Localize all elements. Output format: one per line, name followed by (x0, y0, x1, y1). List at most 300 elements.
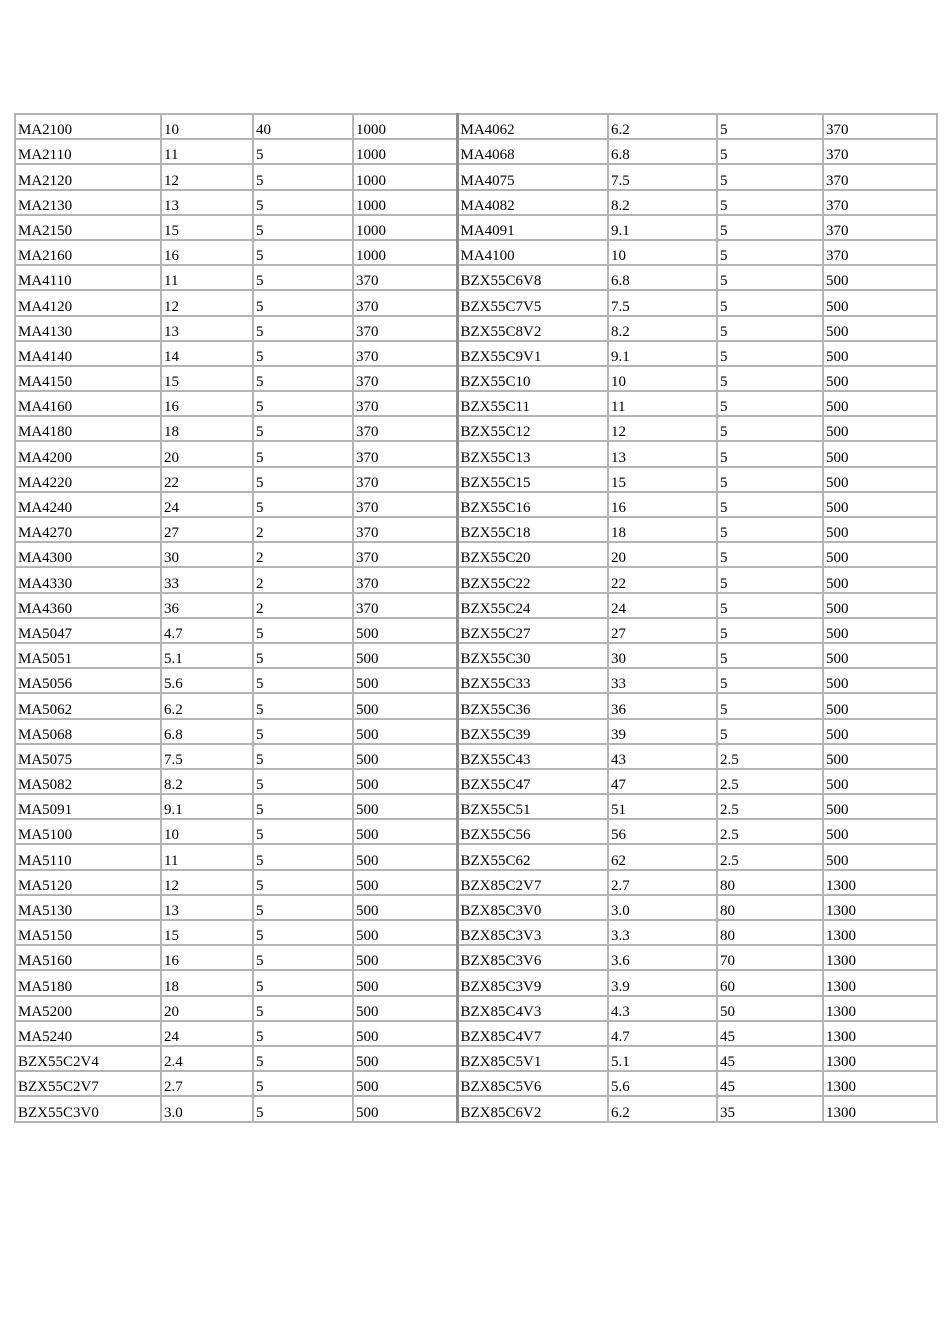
table-row (15, 895, 937, 920)
part-number-cell: MA5082 (15, 769, 161, 794)
part-number-cell: BZX55C39 (457, 719, 608, 744)
value-cell: 5 (717, 366, 823, 391)
table-body (15, 114, 937, 1122)
value-cell: 370 (353, 265, 457, 290)
value-cell: 5 (717, 719, 823, 744)
value-cell: 5 (717, 492, 823, 517)
part-number-cell: MA5056 (15, 668, 161, 693)
value-cell: 7.5 (608, 290, 717, 315)
value-cell: 370 (353, 366, 457, 391)
part-number-cell: MA4150 (15, 366, 161, 391)
table-row (15, 1071, 937, 1096)
value-cell: 500 (353, 844, 457, 869)
table-row (15, 668, 937, 693)
value-cell: 500 (353, 693, 457, 718)
value-cell: 500 (823, 668, 937, 693)
value-cell: 5 (253, 265, 353, 290)
table-row (15, 139, 937, 164)
value-cell: 5 (253, 391, 353, 416)
table-row (15, 542, 937, 567)
part-number-cell: BZX55C3V0 (15, 1096, 161, 1121)
value-cell: 45 (717, 1046, 823, 1071)
value-cell: 3.0 (608, 895, 717, 920)
part-number-cell: BZX85C3V9 (457, 970, 608, 995)
value-cell: 500 (823, 517, 937, 542)
value-cell: 10 (161, 114, 253, 139)
value-cell: 370 (353, 341, 457, 366)
value-cell: 5 (253, 819, 353, 844)
value-cell: 370 (353, 467, 457, 492)
value-cell: 33 (161, 567, 253, 592)
value-cell: 20 (608, 542, 717, 567)
part-number-cell: MA4200 (15, 441, 161, 466)
part-number-cell: BZX85C4V3 (457, 996, 608, 1021)
value-cell: 500 (353, 970, 457, 995)
part-number-cell: BZX85C3V6 (457, 945, 608, 970)
value-cell: 2 (253, 517, 353, 542)
table-row (15, 215, 937, 240)
value-cell: 500 (353, 1096, 457, 1121)
value-cell: 370 (823, 164, 937, 189)
value-cell: 5.6 (161, 668, 253, 693)
part-number-cell: BZX55C10 (457, 366, 608, 391)
value-cell: 18 (608, 517, 717, 542)
value-cell: 5 (717, 240, 823, 265)
part-number-cell: MA4330 (15, 567, 161, 592)
value-cell: 45 (717, 1021, 823, 1046)
value-cell: 5 (253, 1071, 353, 1096)
value-cell: 5 (717, 517, 823, 542)
value-cell: 5 (717, 391, 823, 416)
value-cell: 13 (608, 441, 717, 466)
value-cell: 2.5 (717, 819, 823, 844)
value-cell: 2 (253, 542, 353, 567)
value-cell: 5 (717, 467, 823, 492)
table-row (15, 366, 937, 391)
part-number-cell: BZX55C11 (457, 391, 608, 416)
value-cell: 60 (717, 970, 823, 995)
value-cell: 500 (823, 542, 937, 567)
value-cell: 5 (717, 441, 823, 466)
value-cell: 20 (161, 441, 253, 466)
value-cell: 5 (717, 416, 823, 441)
value-cell: 5 (253, 719, 353, 744)
value-cell: 500 (823, 844, 937, 869)
value-cell: 2.5 (717, 769, 823, 794)
value-cell: 5 (253, 794, 353, 819)
value-cell: 500 (823, 769, 937, 794)
value-cell: 15 (161, 920, 253, 945)
value-cell: 2 (253, 593, 353, 618)
part-number-cell: BZX55C33 (457, 668, 608, 693)
value-cell: 62 (608, 844, 717, 869)
value-cell: 5 (253, 341, 353, 366)
value-cell: 39 (608, 719, 717, 744)
table-row (15, 769, 937, 794)
value-cell: 6.8 (161, 719, 253, 744)
table-row (15, 265, 937, 290)
value-cell: 4.7 (161, 618, 253, 643)
value-cell: 1300 (823, 945, 937, 970)
value-cell: 5 (253, 970, 353, 995)
value-cell: 13 (161, 895, 253, 920)
part-number-cell: MA5130 (15, 895, 161, 920)
part-number-cell: BZX55C56 (457, 819, 608, 844)
table-row (15, 164, 937, 189)
part-number-cell: BZX55C8V2 (457, 316, 608, 341)
table-row (15, 693, 937, 718)
value-cell: 1000 (353, 240, 457, 265)
value-cell: 20 (161, 996, 253, 1021)
part-number-cell: MA4082 (457, 190, 608, 215)
value-cell: 5 (717, 215, 823, 240)
value-cell: 5 (717, 190, 823, 215)
value-cell: 5 (717, 114, 823, 139)
part-spec-table (14, 113, 938, 1123)
value-cell: 47 (608, 769, 717, 794)
value-cell: 51 (608, 794, 717, 819)
table-row (15, 870, 937, 895)
part-number-cell: BZX55C7V5 (457, 290, 608, 315)
value-cell: 22 (608, 567, 717, 592)
table-row (15, 1096, 937, 1121)
part-number-cell: BZX55C6V8 (457, 265, 608, 290)
part-number-cell: MA4220 (15, 467, 161, 492)
part-number-cell: MA5200 (15, 996, 161, 1021)
value-cell: 5 (253, 1021, 353, 1046)
value-cell: 5 (253, 467, 353, 492)
value-cell: 10 (608, 240, 717, 265)
part-number-cell: MA4120 (15, 290, 161, 315)
value-cell: 80 (717, 920, 823, 945)
value-cell: 2.7 (161, 1071, 253, 1096)
value-cell: 1000 (353, 114, 457, 139)
part-number-cell: BZX55C62 (457, 844, 608, 869)
part-number-cell: MA4180 (15, 416, 161, 441)
value-cell: 22 (161, 467, 253, 492)
value-cell: 5 (253, 920, 353, 945)
value-cell: 5 (253, 290, 353, 315)
value-cell: 500 (353, 643, 457, 668)
value-cell: 5 (253, 316, 353, 341)
value-cell: 500 (823, 416, 937, 441)
value-cell: 5 (253, 215, 353, 240)
value-cell: 5 (253, 164, 353, 189)
part-number-cell: MA5160 (15, 945, 161, 970)
table-row (15, 567, 937, 592)
value-cell: 370 (353, 567, 457, 592)
part-number-cell: MA4075 (457, 164, 608, 189)
value-cell: 2.5 (717, 844, 823, 869)
value-cell: 500 (353, 870, 457, 895)
part-number-cell: MA5100 (15, 819, 161, 844)
value-cell: 370 (353, 391, 457, 416)
value-cell: 500 (823, 794, 937, 819)
part-number-cell: MA5068 (15, 719, 161, 744)
value-cell: 8.2 (161, 769, 253, 794)
part-number-cell: BZX55C27 (457, 618, 608, 643)
value-cell: 500 (353, 668, 457, 693)
value-cell: 6.8 (608, 139, 717, 164)
value-cell: 4.7 (608, 1021, 717, 1046)
value-cell: 5.1 (161, 643, 253, 668)
value-cell: 5 (717, 164, 823, 189)
value-cell: 16 (161, 391, 253, 416)
value-cell: 1300 (823, 1021, 937, 1046)
part-number-cell: MA4110 (15, 265, 161, 290)
value-cell: 500 (823, 366, 937, 391)
value-cell: 5 (253, 668, 353, 693)
part-number-cell: MA5075 (15, 744, 161, 769)
table-row (15, 341, 937, 366)
table-row (15, 643, 937, 668)
table-row (15, 844, 937, 869)
value-cell: 5 (253, 441, 353, 466)
part-number-cell: BZX55C30 (457, 643, 608, 668)
value-cell: 5 (717, 668, 823, 693)
value-cell: 500 (823, 693, 937, 718)
value-cell: 5 (717, 693, 823, 718)
value-cell: 6.2 (161, 693, 253, 718)
part-number-cell: MA4240 (15, 492, 161, 517)
value-cell: 5 (253, 744, 353, 769)
value-cell: 13 (161, 190, 253, 215)
part-number-cell: MA4160 (15, 391, 161, 416)
value-cell: 8.2 (608, 190, 717, 215)
part-number-cell: BZX55C51 (457, 794, 608, 819)
part-number-cell: MA5051 (15, 643, 161, 668)
value-cell: 24 (161, 492, 253, 517)
value-cell: 500 (353, 996, 457, 1021)
value-cell: 10 (161, 819, 253, 844)
table-row (15, 970, 937, 995)
value-cell: 5 (253, 618, 353, 643)
part-number-cell: BZX85C3V3 (457, 920, 608, 945)
value-cell: 30 (161, 542, 253, 567)
value-cell: 500 (353, 1046, 457, 1071)
part-number-cell: BZX55C2V7 (15, 1071, 161, 1096)
value-cell: 5 (717, 139, 823, 164)
value-cell: 500 (353, 895, 457, 920)
value-cell: 370 (823, 139, 937, 164)
value-cell: 500 (823, 618, 937, 643)
value-cell: 370 (353, 492, 457, 517)
table-row (15, 416, 937, 441)
part-number-cell: BZX55C24 (457, 593, 608, 618)
table-row (15, 240, 937, 265)
table-row (15, 441, 937, 466)
value-cell: 5 (253, 945, 353, 970)
table-row (15, 920, 937, 945)
value-cell: 1300 (823, 920, 937, 945)
value-cell: 500 (823, 643, 937, 668)
value-cell: 500 (353, 1071, 457, 1096)
value-cell: 500 (823, 467, 937, 492)
table-row (15, 719, 937, 744)
value-cell: 12 (161, 870, 253, 895)
value-cell: 5 (717, 643, 823, 668)
value-cell: 15 (161, 366, 253, 391)
value-cell: 9.1 (161, 794, 253, 819)
value-cell: 5 (717, 265, 823, 290)
value-cell: 500 (823, 391, 937, 416)
value-cell: 370 (823, 114, 937, 139)
table-row (15, 467, 937, 492)
value-cell: 80 (717, 870, 823, 895)
table-row (15, 794, 937, 819)
table-row (15, 316, 937, 341)
value-cell: 8.2 (608, 316, 717, 341)
part-number-cell: BZX55C15 (457, 467, 608, 492)
part-number-cell: MA5110 (15, 844, 161, 869)
value-cell: 1000 (353, 164, 457, 189)
value-cell: 3.6 (608, 945, 717, 970)
value-cell: 27 (608, 618, 717, 643)
value-cell: 2.5 (717, 744, 823, 769)
value-cell: 500 (353, 769, 457, 794)
value-cell: 15 (608, 467, 717, 492)
part-number-cell: MA4100 (457, 240, 608, 265)
part-number-cell: MA4062 (457, 114, 608, 139)
part-number-cell: MA4068 (457, 139, 608, 164)
value-cell: 5 (253, 366, 353, 391)
table-row (15, 945, 937, 970)
part-number-cell: BZX55C16 (457, 492, 608, 517)
value-cell: 6.2 (608, 1096, 717, 1121)
part-number-cell: BZX55C9V1 (457, 341, 608, 366)
value-cell: 40 (253, 114, 353, 139)
value-cell: 11 (161, 139, 253, 164)
value-cell: 500 (823, 290, 937, 315)
value-cell: 5 (717, 341, 823, 366)
value-cell: 5 (253, 996, 353, 1021)
value-cell: 500 (823, 819, 937, 844)
part-number-cell: MA4130 (15, 316, 161, 341)
value-cell: 15 (161, 215, 253, 240)
value-cell: 500 (353, 744, 457, 769)
value-cell: 5 (717, 542, 823, 567)
part-number-cell: MA4270 (15, 517, 161, 542)
value-cell: 500 (823, 593, 937, 618)
value-cell: 12 (161, 164, 253, 189)
value-cell: 5 (253, 416, 353, 441)
part-number-cell: BZX55C13 (457, 441, 608, 466)
part-number-cell: MA2150 (15, 215, 161, 240)
part-number-cell: BZX55C36 (457, 693, 608, 718)
value-cell: 500 (823, 265, 937, 290)
value-cell: 370 (353, 290, 457, 315)
part-number-cell: BZX55C12 (457, 416, 608, 441)
table-row (15, 290, 937, 315)
value-cell: 500 (353, 819, 457, 844)
value-cell: 500 (823, 441, 937, 466)
value-cell: 500 (353, 618, 457, 643)
part-number-cell: BZX85C2V7 (457, 870, 608, 895)
value-cell: 500 (353, 794, 457, 819)
value-cell: 500 (823, 719, 937, 744)
value-cell: 11 (608, 391, 717, 416)
value-cell: 16 (161, 945, 253, 970)
value-cell: 43 (608, 744, 717, 769)
table-row (15, 391, 937, 416)
value-cell: 5.6 (608, 1071, 717, 1096)
value-cell: 35 (717, 1096, 823, 1121)
value-cell: 5 (253, 895, 353, 920)
value-cell: 5 (253, 643, 353, 668)
part-number-cell: MA5120 (15, 870, 161, 895)
value-cell: 500 (823, 316, 937, 341)
table-row (15, 517, 937, 542)
value-cell: 80 (717, 895, 823, 920)
value-cell: 1300 (823, 870, 937, 895)
table-row (15, 819, 937, 844)
part-number-cell: MA5062 (15, 693, 161, 718)
part-number-cell: MA4360 (15, 593, 161, 618)
table-row (15, 1021, 937, 1046)
value-cell: 12 (161, 290, 253, 315)
value-cell: 5 (717, 567, 823, 592)
part-number-cell: MA4300 (15, 542, 161, 567)
value-cell: 1300 (823, 1046, 937, 1071)
value-cell: 2.5 (717, 794, 823, 819)
part-number-cell: MA5091 (15, 794, 161, 819)
part-number-cell: BZX85C5V6 (457, 1071, 608, 1096)
value-cell: 370 (353, 542, 457, 567)
value-cell: 5 (717, 593, 823, 618)
part-number-cell: BZX55C2V4 (15, 1046, 161, 1071)
table-row (15, 114, 937, 139)
part-number-cell: BZX55C20 (457, 542, 608, 567)
value-cell: 27 (161, 517, 253, 542)
value-cell: 5 (253, 693, 353, 718)
value-cell: 500 (823, 744, 937, 769)
value-cell: 2.7 (608, 870, 717, 895)
value-cell: 370 (353, 593, 457, 618)
value-cell: 11 (161, 265, 253, 290)
part-number-cell: MA4091 (457, 215, 608, 240)
value-cell: 500 (353, 945, 457, 970)
part-number-cell: BZX55C18 (457, 517, 608, 542)
value-cell: 370 (353, 316, 457, 341)
part-number-cell: MA2110 (15, 139, 161, 164)
part-number-cell: BZX85C6V2 (457, 1096, 608, 1121)
value-cell: 5 (253, 844, 353, 869)
value-cell: 2.4 (161, 1046, 253, 1071)
value-cell: 4.3 (608, 996, 717, 1021)
part-number-cell: MA5150 (15, 920, 161, 945)
value-cell: 500 (353, 719, 457, 744)
value-cell: 5 (253, 190, 353, 215)
part-number-cell: BZX85C5V1 (457, 1046, 608, 1071)
value-cell: 13 (161, 316, 253, 341)
value-cell: 5 (253, 492, 353, 517)
value-cell: 370 (823, 215, 937, 240)
value-cell: 16 (608, 492, 717, 517)
part-number-cell: BZX85C4V7 (457, 1021, 608, 1046)
value-cell: 500 (353, 920, 457, 945)
value-cell: 50 (717, 996, 823, 1021)
value-cell: 1000 (353, 190, 457, 215)
value-cell: 500 (823, 492, 937, 517)
value-cell: 18 (161, 416, 253, 441)
value-cell: 5 (253, 870, 353, 895)
value-cell: 24 (161, 1021, 253, 1046)
value-cell: 11 (161, 844, 253, 869)
value-cell: 18 (161, 970, 253, 995)
part-number-cell: MA5047 (15, 618, 161, 643)
part-number-cell: BZX55C22 (457, 567, 608, 592)
value-cell: 5 (253, 769, 353, 794)
